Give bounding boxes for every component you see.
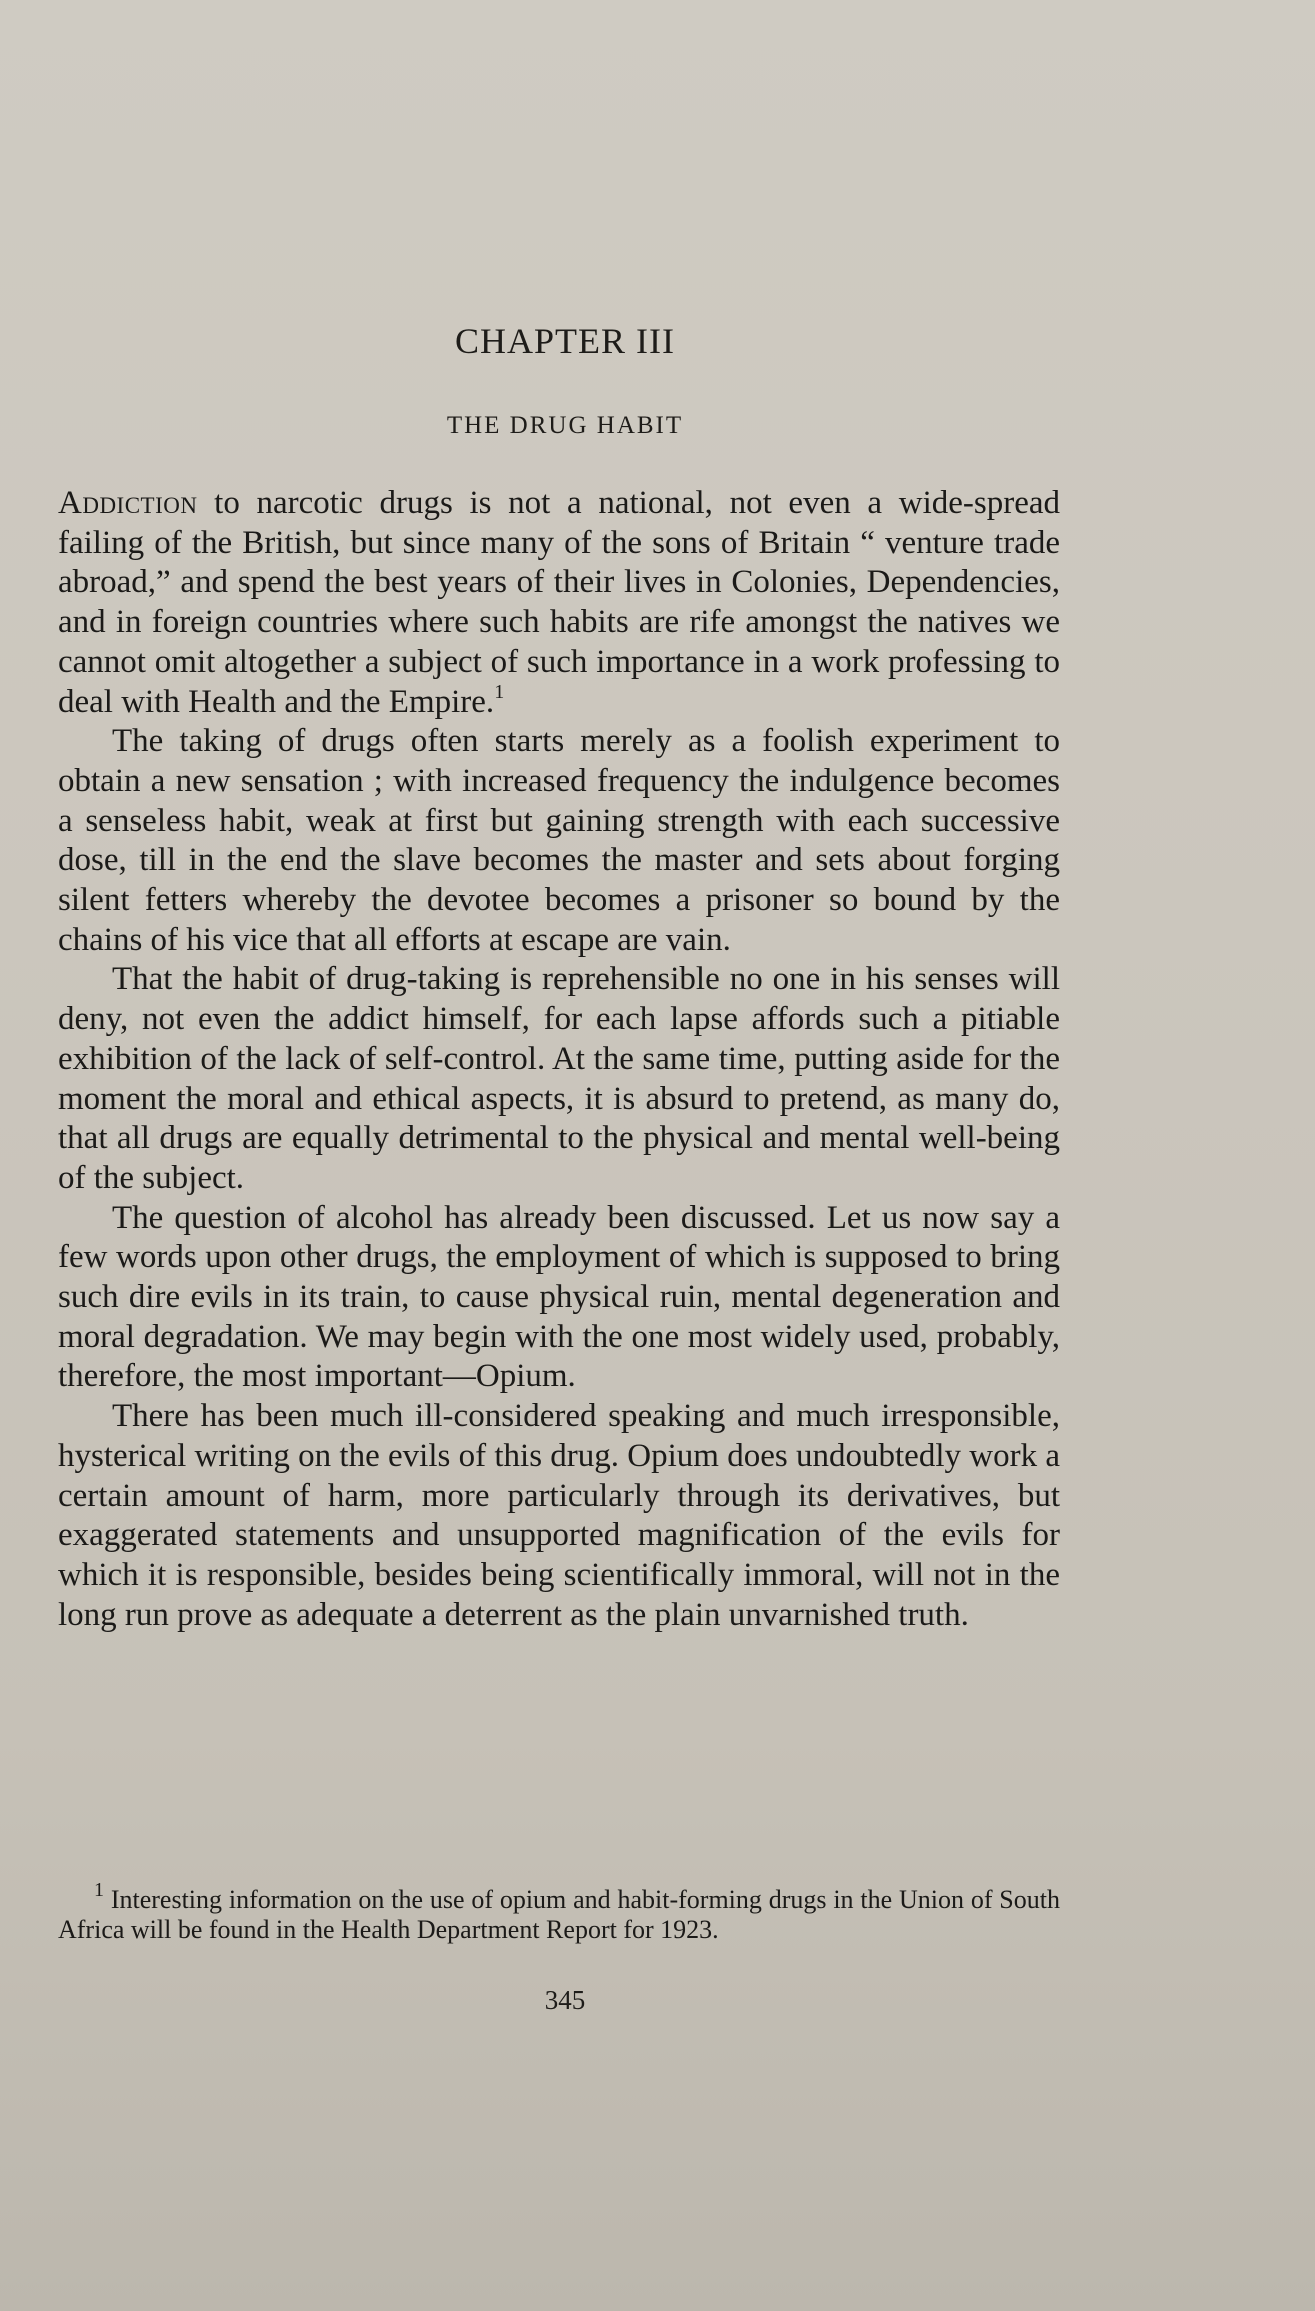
paragraph-1 <box>58 484 1060 722</box>
footnote-text: Interesting information on the use of opium and habit-forming drugs in the Union of South Africa will be found in the Health Department Report for 1923. <box>58 1885 1060 1944</box>
body-text <box>58 484 1060 1635</box>
page-number: 345 <box>544 1985 586 2015</box>
paragraph-text: to narcotic drugs is not a national, not even a wide-spread failing of the British, but since many of the sons of Britain “ venture trade abroad,” and spend the best years of their lives in Colonies, Dependencies, and in foreign countries where such habits are rife amongst the natives we cannot omit altogether a subject of such importance in a work professing to deal with Health and the Empire. <box>58 485 1060 720</box>
footnote <box>58 1879 1060 1945</box>
paragraph-5: There has been much ill-considered speaking and much irresponsible, hysterical writing on the evils of this drug. Opium does undoubtedly work a certain amount of harm, more particularly through its derivatives, but exaggerated statements and unsupported magnification of the evils for which it is responsible, besides being scientifically immoral, will not in the long run prove as adequate a deterrent as the plain unvarnished truth. <box>58 1398 1060 1633</box>
chapter-title: CHAPTER III <box>455 321 675 361</box>
paragraph-3: That the habit of drug-taking is reprehensible no one in his senses will deny, not even the addict himself, for each lapse affords such a pitiable exhibition of the lack of self-control. At the same time, putting aside for the moment the moral and ethical aspects, it is absurd to pretend, as many do, that all drugs are equally detrimental to the physical and mental well-being of the subject. <box>58 961 1060 1196</box>
chapter-subtitle: THE DRUG HABIT <box>446 412 684 439</box>
paragraph-lead-word: Addiction <box>58 485 198 521</box>
paragraph-2: The taking of drugs often starts merely as a foolish experiment to obtain a new sensation ; with increased frequency the indulgence becomes a senseless habit, weak at first but gaining strength with each successive dose, till in the end the slave becomes the master and sets about forging silent fetters whereby the devotee becomes a prisoner so bound by the chains of his vice that all efforts at escape are vain. <box>58 723 1060 958</box>
footnote-marker: 1 <box>94 1879 104 1902</box>
paragraph-4: The question of alcohol has already been discussed. Let us now say a few words upon other drugs, the employment of which is supposed to bring such dire evils in its train, to cause physical ruin, mental degeneration and moral degradation. We may begin with the one most widely used, probably, therefore, the most important—Opium. <box>58 1199 1060 1395</box>
footnote-reference: 1 <box>494 680 505 703</box>
